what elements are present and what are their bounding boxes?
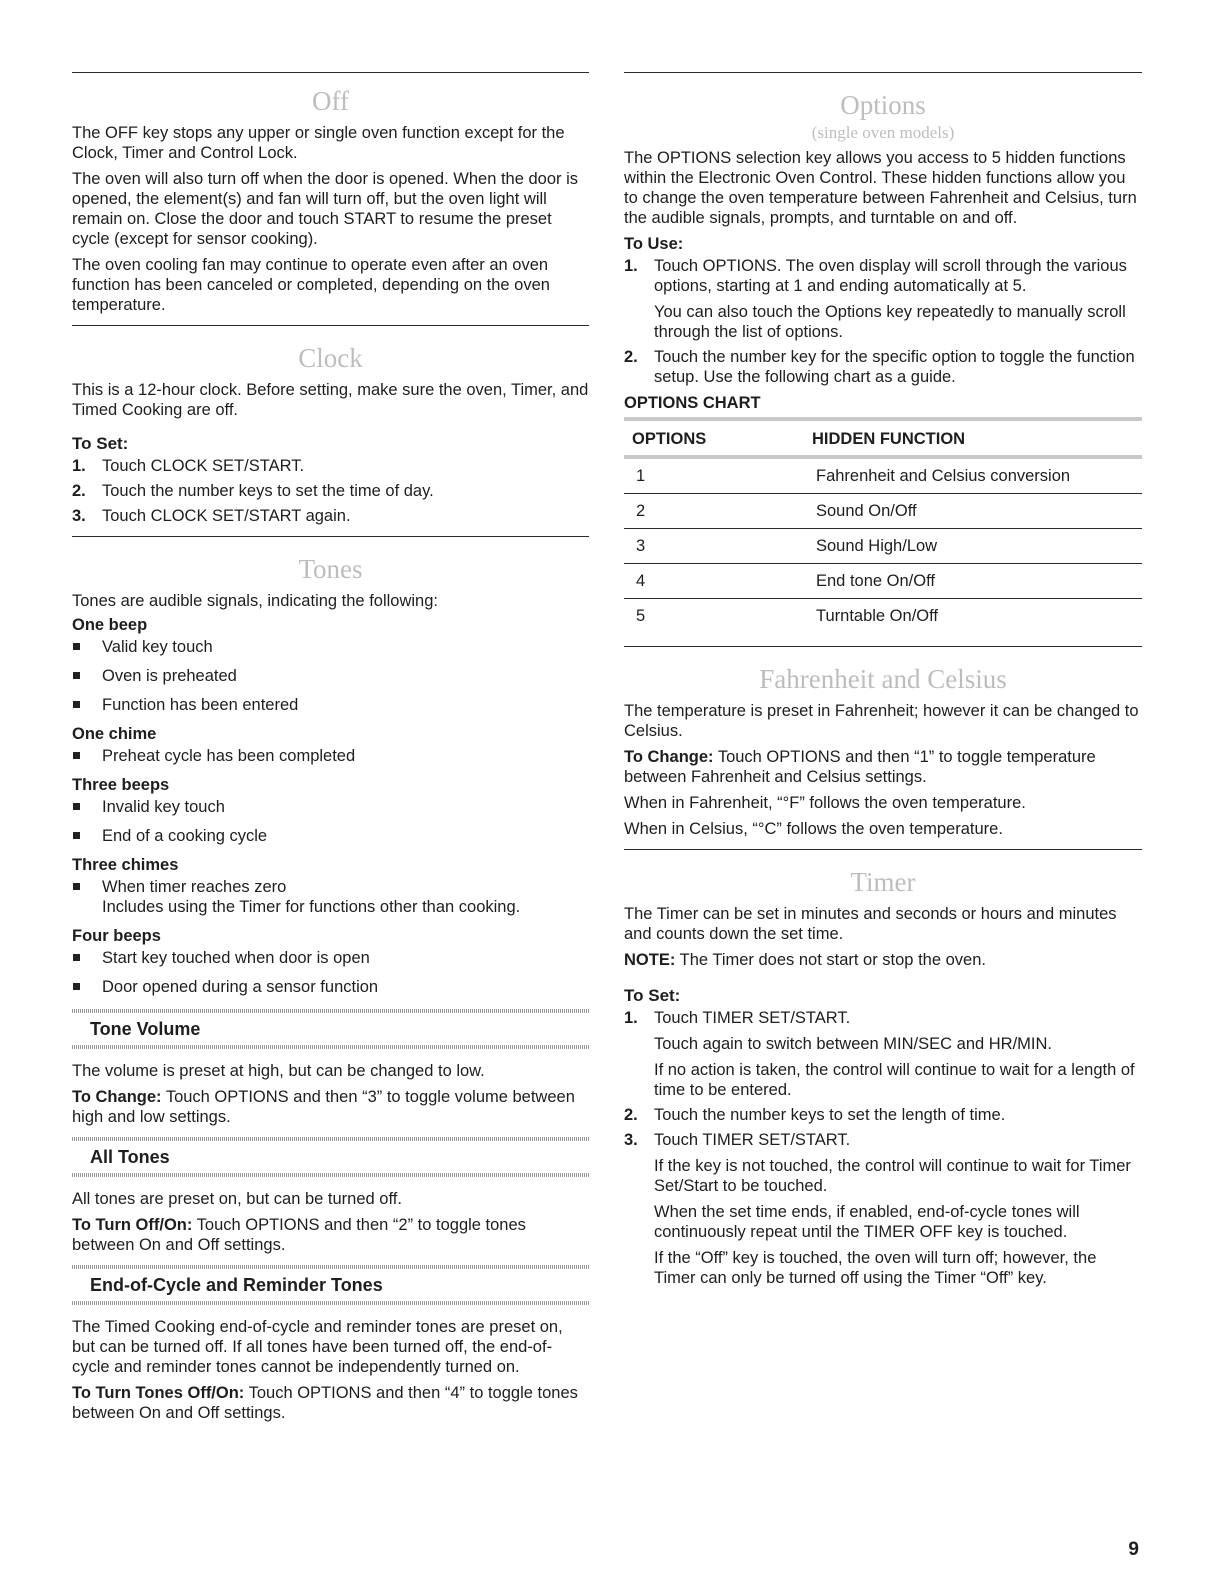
step-number: 3. (72, 507, 86, 525)
step-number: 2. (624, 1106, 638, 1124)
table-cell: Fahrenheit and Celsius conversion (804, 457, 1142, 494)
step-text: Touch TIMER SET/START. (654, 1131, 851, 1149)
list-item (624, 347, 1142, 387)
list-item (72, 666, 589, 686)
step-subtext: If the key is not touched, the control will continue to wait for Timer Set/Start to be touched. (654, 1157, 1131, 1195)
list-item (72, 456, 589, 476)
tone-volume-paragraph: The volume is preset at high, but can be changed to low. (72, 1062, 485, 1080)
tones-group-list (72, 948, 589, 997)
fahrenheit-celsius-title: Fahrenheit and Celsius (759, 664, 1007, 694)
dither-divider (72, 1045, 589, 1049)
timer-paragraph: The Timer can be set in minutes and seconds or hours and minutes and counts down the set time. (624, 905, 1117, 943)
list-item-text: Invalid key touch (102, 798, 225, 816)
left-column (72, 72, 589, 1429)
step-subtext: When the set time ends, if enabled, end-of-cycle tones will continuously repeat until the TIMER OFF key is touched. (654, 1203, 1080, 1241)
fc-change (624, 747, 1142, 787)
off-paragraph-3: The oven cooling fan may continue to operate even after an oven function has been canceled or completed, depending on the oven temperature. (72, 256, 550, 314)
list-item (72, 948, 589, 968)
tone-volume-heading: Tone Volume (90, 1019, 201, 1039)
section-divider (72, 325, 589, 326)
list-item-text: Preheat cycle has been completed (102, 747, 356, 765)
table-row (624, 457, 1142, 494)
fc-celsius-note: When in Celsius, “°C” follows the oven temperature. (624, 820, 1003, 838)
list-item (72, 797, 589, 817)
step-number: 1. (72, 457, 86, 475)
options-title: Options (840, 90, 926, 120)
tones-group-list (72, 877, 589, 917)
tones-group-heading: Four beeps (72, 927, 161, 945)
table-cell: Sound On/Off (804, 494, 1142, 529)
step-subtext: If no action is taken, the control will continue to wait for a length of time to be entered. (654, 1061, 1135, 1099)
label-bold: To Turn Off/On: (72, 1216, 193, 1234)
table-row (624, 564, 1142, 599)
table-row (624, 529, 1142, 564)
label-bold: NOTE: (624, 951, 676, 969)
list-item (72, 877, 589, 917)
table-cell: End tone On/Off (804, 564, 1142, 599)
step-text: Touch CLOCK SET/START. (102, 457, 305, 475)
timer-steps (624, 1008, 1142, 1288)
tones-group-heading: Three chimes (72, 856, 179, 874)
table-cell: Sound High/Low (804, 529, 1142, 564)
list-item-text: Includes using the Timer for functions other than cooking. (102, 898, 521, 916)
tones-group-heading: Three beeps (72, 776, 170, 794)
fc-paragraph: The temperature is preset in Fahrenheit; however it can be changed to Celsius. (624, 702, 1139, 740)
list-item-text: End of a cooking cycle (102, 827, 268, 845)
table-header-row (624, 419, 1142, 457)
square-bullet-icon (73, 983, 80, 990)
square-bullet-icon (73, 752, 80, 759)
step-text: Touch the number key for the specific option to toggle the function setup. Use the following chart as a guide. (654, 348, 1135, 386)
fc-fahrenheit-note: When in Fahrenheit, “°F” follows the oven temperature. (624, 794, 1026, 812)
step-text: Touch CLOCK SET/START again. (102, 507, 351, 525)
clock-intro: This is a 12-hour clock. Before setting, make sure the oven, Timer, and Timed Cooking are off. (72, 381, 589, 419)
list-item (624, 1130, 1142, 1288)
list-item (624, 1008, 1142, 1100)
options-chart-title: OPTIONS CHART (624, 394, 761, 412)
step-number: 3. (624, 1131, 638, 1149)
dither-divider (72, 1173, 589, 1177)
list-item (624, 1105, 1142, 1125)
list-item-text: Door opened during a sensor function (102, 978, 379, 996)
page-number: 9 (1128, 1539, 1139, 1560)
all-tones-toggle (72, 1215, 589, 1255)
list-item-text: Valid key touch (102, 638, 213, 656)
square-bullet-icon (73, 701, 80, 708)
clock-to-set-heading: To Set: (72, 434, 129, 453)
step-text: Touch the number keys to set the time of day. (102, 482, 434, 500)
tones-group-heading: One beep (72, 616, 148, 634)
list-item (72, 746, 589, 766)
step-number: 2. (72, 482, 86, 500)
square-bullet-icon (73, 883, 80, 890)
eoc-heading: End-of-Cycle and Reminder Tones (90, 1275, 383, 1295)
square-bullet-icon (73, 643, 80, 650)
body-text: Touch OPTIONS and then “3” to toggle volume between high and low settings. (72, 1088, 575, 1126)
options-to-use-heading: To Use: (624, 235, 684, 253)
body-text: Touch OPTIONS and then “1” to toggle temperature between Fahrenheit and Celsius settings. (624, 748, 1096, 786)
clock-title: Clock (298, 343, 363, 373)
table-cell: 5 (636, 607, 646, 625)
label-bold: To Turn Tones Off/On: (72, 1384, 245, 1402)
step-subtext: If the “Off” key is touched, the oven will turn off; however, the Timer can only be turned off using the Timer “Off” key. (654, 1249, 1097, 1287)
table-cell: 4 (624, 564, 804, 599)
tones-intro: Tones are audible signals, indicating the following: (72, 592, 438, 610)
step-number: 2. (624, 348, 638, 366)
off-paragraph-2: The oven will also turn off when the door is opened. When the door is opened, the element(s) and fan will turn off, but the oven light will remain on. Close the door and touch START to resume the preset cycle (except for sensor cooking). (72, 170, 578, 248)
options-steps (624, 256, 1142, 387)
square-bullet-icon (73, 672, 80, 679)
eoc-paragraph: The Timed Cooking end-of-cycle and reminder tones are preset on, but can be turned off. If all tones have been turned off, the end-of-cycle and reminder tones cannot be independently turned on. (72, 1318, 563, 1376)
eoc-toggle (72, 1383, 589, 1423)
table-cell: Turntable On/Off (816, 607, 938, 625)
table-row (624, 599, 1142, 647)
list-item (624, 256, 1142, 342)
right-column (624, 72, 1142, 1293)
tones-group-list (72, 746, 589, 766)
table-cell: 3 (624, 529, 804, 564)
label-bold: To Change: (624, 748, 714, 766)
square-bullet-icon (73, 954, 80, 961)
step-text: Touch the number keys to set the length of time. (654, 1106, 1006, 1124)
step-text: Touch OPTIONS. The oven display will scroll through the various options, starting at 1 and ending automatically at 5. (654, 257, 1127, 295)
body-text: The Timer does not start or stop the oven. (675, 951, 986, 969)
all-tones-paragraph: All tones are preset on, but can be turned off. (72, 1190, 402, 1208)
section-divider (624, 849, 1142, 850)
body-text: Touch OPTIONS and then “2” to toggle tones between On and Off settings. (72, 1216, 526, 1254)
list-item (72, 977, 589, 997)
body-text: Touch OPTIONS and then “4” to toggle tones between On and Off settings. (72, 1384, 578, 1422)
dither-divider (72, 1301, 589, 1305)
list-item-text: Function has been entered (102, 696, 299, 714)
step-number: 1. (624, 1009, 638, 1027)
options-chart-table (624, 417, 1142, 646)
section-divider (72, 72, 589, 73)
all-tones-heading: All Tones (90, 1147, 170, 1167)
options-subtitle: (single oven models) (811, 123, 955, 142)
off-title: Off (312, 86, 349, 116)
timer-title: Timer (850, 867, 916, 897)
label-bold: To Change: (72, 1088, 162, 1106)
list-item (72, 637, 589, 657)
list-item-text: Oven is preheated (102, 667, 237, 685)
step-subtext: Touch again to switch between MIN/SEC and HR/MIN. (654, 1035, 1053, 1053)
tones-group-list (72, 797, 589, 846)
table-cell: 2 (624, 494, 804, 529)
timer-note (624, 950, 1142, 970)
tones-group-heading: One chime (72, 725, 157, 743)
step-subtext: You can also touch the Options key repeatedly to manually scroll through the list of options. (654, 303, 1126, 341)
options-intro: The OPTIONS selection key allows you access to 5 hidden functions within the Electronic Oven Control. These hidden functions allow you to change the oven temperature between Fahrenheit and Celsius, turn the audible signals, prompts, and turntable on and off. (624, 149, 1137, 227)
tones-title: Tones (298, 554, 363, 584)
square-bullet-icon (73, 803, 80, 810)
table-cell: 1 (624, 457, 804, 494)
list-item-text: Start key touched when door is open (102, 949, 370, 967)
list-item-text: When timer reaches zero (102, 878, 287, 896)
step-number: 1. (624, 257, 638, 275)
table-row (624, 494, 1142, 529)
clock-steps (72, 456, 589, 526)
square-bullet-icon (73, 832, 80, 839)
list-item (72, 481, 589, 501)
list-item (72, 695, 589, 715)
section-divider (72, 536, 589, 537)
off-paragraph-1: The OFF key stops any upper or single oven function except for the Clock, Timer and Control Lock. (72, 124, 565, 162)
tone-volume-change (72, 1087, 589, 1127)
column-header-options: OPTIONS (624, 419, 804, 457)
list-item (72, 826, 589, 846)
step-text: Touch TIMER SET/START. (654, 1009, 851, 1027)
section-divider (624, 646, 1142, 647)
section-divider (624, 72, 1142, 73)
list-item (72, 506, 589, 526)
tones-group-list (72, 637, 589, 715)
timer-to-set-heading: To Set: (624, 986, 681, 1005)
column-header-hidden-function: HIDDEN FUNCTION (804, 419, 1142, 457)
